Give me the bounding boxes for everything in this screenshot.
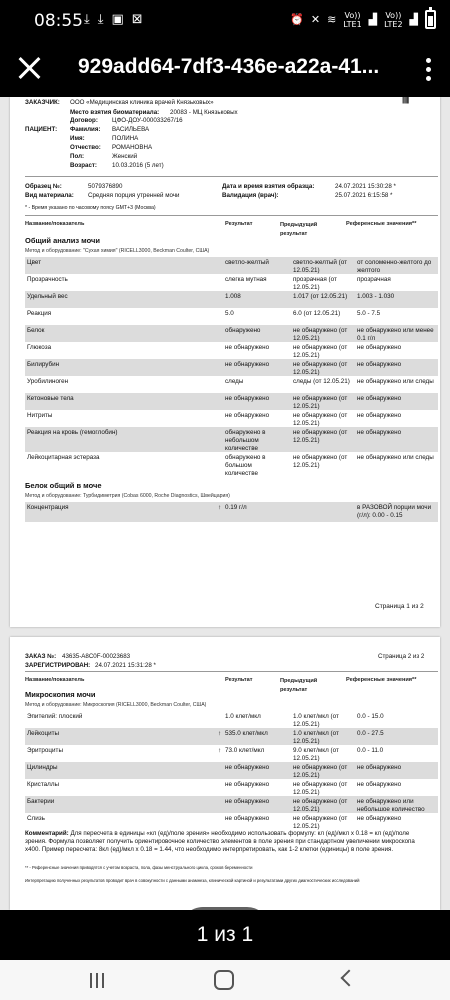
cell-prev: не обнаружено (от 12.05.21)	[293, 344, 348, 359]
sim1-indicator: Vo)) LTE1	[343, 10, 362, 29]
table-row	[25, 325, 438, 342]
page-counter: 1 из 1	[0, 910, 450, 960]
cell-prev: не обнаружено (от 12.05.21)	[293, 764, 348, 779]
cell-prev: 1.0 клет/мкл (от 12.05.21)	[293, 730, 339, 745]
cell-result: следы	[225, 378, 244, 385]
cell-prev: не обнаружено (от 12.05.21)	[293, 815, 348, 830]
cell-result: обнаружено в небольшом количестве	[225, 429, 266, 452]
cell-result: 535.0 клет/мкл	[225, 730, 268, 737]
table-row	[25, 393, 438, 410]
cell-result: не обнаружено	[225, 361, 270, 368]
cell-ref: 0.0 - 27.5	[357, 730, 384, 737]
table-row	[25, 502, 438, 522]
cell-name: Глюкоза	[27, 344, 52, 351]
pdf-page-1: ЗАКАЗЧИК: ООО «Медицинская клиника врачей Князьковых» |||||||| Место взятия биоматериала: 20083 - МЦ Князьковых Договор: ЦФО-ДОУ-000033267/16 ПАЦИЕНТ: Фамилия: ВАСИЛЬЕВА Имя: ПОЛИНА Отчество: РОМАНОВНА Пол: Женский Возраст: 10.03.2016 (5 лет) Образец №: 5079376890 Вид материала: Средняя порция утренней мочи Дата и время взятия образца: 24.07.2021 15:30:28 * Валидация (врач): 25.07.2021 6:15:58 * * - Время указано по часовому поясу GMT+3 (Москва) Название/показатель Результат Предыдущий результат Референсные значения** Общий анализ мочи Метод и оборудование: "Сухая химия" (RICELL3000, Beckman Coulter, США) Цвет светло-желтый светло-желтый (от 12.05.21) от соломенно-желтого до желтого Прозрачность слегка мутная прозрачная (от 12.05.21) прозрачная Удельный вес 1.008 1.017 (от 12.05.21) 1.003 - 1.030 Реакция 5.0 6.0 (от 12.05.21) 5.0 - 7.5 Белок обнаружено не обнаружено (от 12.05.21) не обнаружено или менее 0.1 г/л Глюкоза не обнаружено не обнаружено (от 12.05.21) не обнаружено Билирубин не обнаружено не обнаружено (от 12.05.21) не обнаружено Уробилиноген следы следы (от 12.05.21) не обнаружено или следы Кетоновые тела не обнаружено не обнаружено (от 12.05.21) не обнаружено Нитриты не обнаружено не обнаружено (от 12.05.21) не обнаружено Реакция на кровь (гемоглобин) обнаружено в небольшом количестве не обнаружено (от 12.05.21) не обнаружено Лейкоцитарная эстераза обнаружено в большом количестве не обнаружено (от 12.05.21) не обнаружено или следы Белок общий в моче Метод и оборудование: Турбидиметрия (Cobas 6000, Roche Diagnostics, Швейцария) Концентрация 0.19 г/л в РАЗОВОЙ порции мочи (г/л): 0.00 - 0.15 ↑ Страница 1 из 2	[10, 97, 440, 627]
cell-name: Нитриты	[27, 412, 53, 419]
table-row	[25, 728, 438, 745]
battery-icon	[425, 10, 436, 29]
table-row	[25, 359, 438, 376]
cell-prev: не обнаружено (от 12.05.21)	[293, 361, 348, 376]
cell-result: 1.0 клет/мкл	[225, 713, 261, 720]
wifi-icon: ≋	[327, 13, 337, 26]
cell-name: Эпителий: плоский	[27, 713, 83, 720]
cell-ref: не обнаружено	[357, 344, 402, 351]
cell-result: 0.19 г/л	[225, 504, 247, 511]
cell-ref: не обнаружено	[357, 764, 402, 771]
cell-ref: не обнаружено	[357, 781, 402, 788]
cell-ref: 0.0 - 11.0	[357, 747, 384, 754]
cell-ref: в РАЗОВОЙ порции мочи (г/л): 0.00 - 0.15	[357, 504, 432, 519]
cell-ref: от соломенно-желтого до желтого	[357, 259, 432, 274]
cell-prev: не обнаружено (от 12.05.21)	[293, 429, 348, 444]
high-flag-icon: ↑	[218, 504, 222, 511]
cell-ref: 5.0 - 7.5	[357, 310, 381, 317]
home-icon[interactable]	[214, 970, 234, 990]
more-options-icon[interactable]	[426, 58, 432, 81]
download-icon: ⤓	[84, 12, 90, 27]
status-right	[290, 10, 436, 29]
cell-prev: не обнаружено (от 12.05.21)	[293, 798, 348, 813]
signal-icon: ▟	[368, 13, 378, 26]
cell-name: Эритроциты	[27, 747, 63, 754]
status-time: 08:55	[34, 11, 83, 31]
cell-prev: прозрачная (от 12.05.21)	[293, 276, 337, 291]
cell-prev: не обнаружено (от 12.05.21)	[293, 327, 348, 342]
cell-ref: не обнаружено	[357, 412, 402, 419]
table-row	[25, 342, 438, 359]
cell-ref: не обнаружено или следы	[357, 454, 434, 461]
cell-ref: не обнаружено	[357, 815, 402, 822]
cell-prev: следы (от 12.05.21)	[293, 378, 350, 385]
cell-name: Удельный вес	[27, 293, 68, 300]
cell-prev: 1.017 (от 12.05.21)	[293, 293, 348, 300]
table-row	[25, 452, 438, 480]
system-nav-bar	[0, 960, 450, 1000]
cell-name: Цвет	[27, 259, 42, 266]
cell-name: Кристаллы	[27, 781, 60, 788]
table-row	[25, 762, 438, 779]
cell-ref: не обнаружено или менее 0.1 г/л	[357, 327, 434, 342]
cell-ref: 1.003 - 1.030	[357, 293, 395, 300]
download-icon: ⤓	[97, 12, 104, 27]
cell-result: светло-желтый	[225, 259, 269, 266]
cell-ref: не обнаружено или небольшое количество	[357, 798, 425, 813]
cell-ref: не обнаружено	[357, 429, 402, 436]
cell-result: не обнаружено	[225, 344, 270, 351]
cell-name: Бактерии	[27, 798, 55, 805]
cell-name: Концентрация	[27, 504, 69, 511]
cell-prev: 6.0 (от 12.05.21)	[293, 310, 341, 317]
cell-name: Кетоновые тела	[27, 395, 74, 402]
cell-prev: 1.0 клет/мкл (от 12.05.21)	[293, 713, 339, 728]
notification-icons	[84, 12, 143, 27]
high-flag-icon: ↑	[218, 747, 222, 754]
cell-ref: не обнаружено или следы	[357, 378, 434, 385]
table-row	[25, 410, 438, 427]
table-row	[25, 745, 438, 762]
cell-result: не обнаружено	[225, 395, 270, 402]
cell-result: не обнаружено	[225, 798, 270, 805]
table-row	[25, 779, 438, 796]
close-icon[interactable]	[18, 56, 42, 80]
cell-name: Слизь	[27, 815, 45, 822]
cell-name: Белок	[27, 327, 45, 334]
cell-result: слегка мутная	[225, 276, 267, 283]
mute-icon: ✕	[310, 13, 321, 26]
cell-name: Лейкоциты	[27, 730, 60, 737]
table-row	[25, 813, 438, 830]
cell-result: 1.008	[225, 293, 241, 300]
table-row	[25, 711, 438, 728]
cell-ref: 0.0 - 15.0	[357, 713, 384, 720]
cell-result: обнаружено в большом количестве	[225, 454, 266, 477]
high-flag-icon: ↑	[218, 730, 222, 737]
cell-prev: 9.0 клет/мкл (от 12.05.21)	[293, 747, 339, 762]
comment: Комментарий: Для пересчета в единицы «кл (ед)/поле зрения» необходимо использовать формулу: кл (ед)/мкл x 0.18 = кл (ед)/поле зрения. Формула позволяет получить ориентировочное количество элементов в поле зрения при стандартном увеличении микроскопа x400. Пример пересчета: 8кл (ед)/мкл x 0.18 = 1.44, что необходимо интерпретировать, как 1-2 клетки (единицы) в поле зрения.	[25, 830, 415, 853]
table-row	[25, 291, 438, 308]
table-row	[25, 257, 438, 274]
cell-name: Реакция	[27, 310, 52, 317]
cell-name: Уробилиноген	[27, 378, 69, 385]
table-row	[25, 308, 438, 325]
cell-ref: прозрачная	[357, 276, 391, 283]
cell-name: Лейкоцитарная эстераза	[27, 454, 100, 461]
sim2-indicator: Vo)) LTE2	[384, 10, 403, 29]
cell-ref: не обнаружено	[357, 361, 402, 368]
cell-result: не обнаружено	[225, 815, 270, 822]
image-icon: ▣	[111, 12, 124, 27]
cell-result: не обнаружено	[225, 764, 270, 771]
cell-ref: не обнаружено	[357, 395, 402, 402]
table-row	[25, 274, 438, 291]
app-toolbar	[0, 40, 450, 97]
cell-prev: светло-желтый (от 12.05.21)	[293, 259, 348, 274]
cell-prev: не обнаружено (от 12.05.21)	[293, 781, 348, 796]
close-square-icon: ⊠	[131, 12, 143, 27]
status-bar	[0, 0, 450, 40]
cell-result: не обнаружено	[225, 412, 270, 419]
barcode-icon: ||||||||	[402, 97, 409, 104]
signal-icon: ▟	[409, 13, 418, 26]
pdf-page-2: ЗАКАЗ №: 43635-A8C0F-00023683 Страница 2 из 2 ЗАРЕГИСТРИРОВАН: 24.07.2021 15:31:28 * Название/показатель Результат Предыдущий результат Референсные значения** Микроскопия мочи Метод и оборудование: Микроскопия (RICELL3000, Beckman Coulter, США) Эпителий: плоский 1.0 клет/мкл 1.0 клет/мкл (от 12.05.21) 0.0 - 15.0 Лейкоциты 535.0 клет/мкл 1.0 клет/мкл (от 12.05.21) 0.0 - 27.5 ↑ Эритроциты 73.0 клет/мкл 9.0 клет/мкл (от 12.05.21) 0.0 - 11.0 ↑ Цилиндры не обнаружено не обнаружено (от 12.05.21) не обнаружено Кристаллы не обнаружено не обнаружено (от 12.05.21) не обнаружено Бактерии не обнаружено не обнаружено (от 12.05.21) не обнаружено или небольшое количество Слизь не обнаружено не обнаружено (от 12.05.21) не обнаружено Комментарий: Для пересчета в единицы «кл (ед)/поле зрения» необходимо использовать формулу: кл (ед)/мкл x 0.18 = кл (ед)/поле зрения. Формула позволяет получить ориентировочное количество элементов в поле зрения при стандартном увеличении микроскопа x400. Пример пересчета: 8кл (ед)/мкл x 0.18 = 1.44, что необходимо интерпретировать, как 1-2 клетки (единицы) в поле зрения. ** - Референсные значения приводятся с учетом возраста, пола, фазы менструального цикла, сроков беременности Интерпретацию полученных результатов проводит врач в совокупности с данными анамнеза, клинической картиной и результатами других диагностических исследований	[10, 637, 440, 910]
cell-result: обнаружено	[225, 327, 261, 334]
back-icon[interactable]	[341, 970, 358, 987]
document-title: 929add64-7df3-436e-a22a-41...	[78, 55, 380, 78]
cell-prev: не обнаружено (от 12.05.21)	[293, 395, 348, 410]
cell-prev: не обнаружено (от 12.05.21)	[293, 412, 348, 427]
table-row	[25, 796, 438, 813]
cell-name: Цилиндры	[27, 764, 58, 771]
cell-result: 5.0	[225, 310, 234, 317]
cell-name: Реакция на кровь (гемоглобин)	[27, 429, 118, 436]
table-row	[25, 376, 438, 393]
cell-prev: не обнаружено (от 12.05.21)	[293, 454, 348, 469]
pdf-viewer[interactable]	[0, 97, 450, 910]
recent-apps-icon[interactable]	[90, 973, 108, 988]
alarm-icon: ⏰	[290, 13, 304, 26]
cell-name: Билирубин	[27, 361, 60, 368]
cell-result: 73.0 клет/мкл	[225, 747, 265, 754]
cell-result: не обнаружено	[225, 781, 270, 788]
table-row	[25, 427, 438, 452]
cell-name: Прозрачность	[27, 276, 68, 283]
